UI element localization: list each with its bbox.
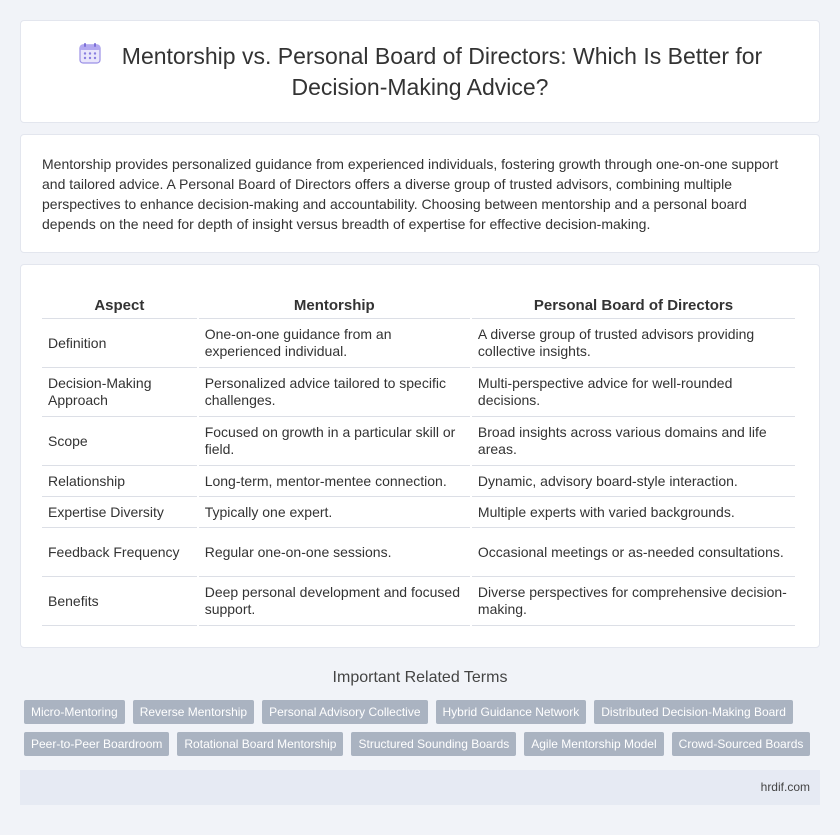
tag-peer-to-peer-boardroom[interactable]: Peer-to-Peer Boardroom (24, 732, 169, 756)
row-mentorship: Long-term, mentor-mentee connection. (199, 466, 470, 497)
tag-crowd-sourced-boards[interactable]: Crowd-Sourced Boards (672, 732, 811, 756)
related-terms-tags (24, 700, 824, 764)
row-mentorship: Focused on growth in a particular skill or field. (199, 417, 470, 466)
footer-site-link[interactable]: hrdif.com (760, 780, 810, 794)
table-row (42, 319, 795, 368)
tag-agile-mentorship-model[interactable]: Agile Mentorship Model (524, 732, 663, 756)
row-aspect: Definition (42, 319, 197, 368)
row-personal-board: Occasional meetings or as-needed consultations. (472, 528, 795, 577)
row-mentorship: Personalized advice tailored to specific challenges. (199, 368, 470, 417)
row-aspect: Scope (42, 417, 197, 466)
table-row (42, 417, 795, 466)
row-personal-board: A diverse group of trusted advisors providing collective insights. (472, 319, 795, 368)
row-aspect: Decision-Making Approach (42, 368, 197, 417)
table-row (42, 368, 795, 417)
tag-distributed-decision-making-board[interactable]: Distributed Decision-Making Board (594, 700, 793, 724)
tag-hybrid-guidance-network[interactable]: Hybrid Guidance Network (436, 700, 587, 724)
row-personal-board: Broad insights across various domains and life areas. (472, 417, 795, 466)
title-card (20, 20, 820, 123)
tag-personal-advisory-collective[interactable]: Personal Advisory Collective (262, 700, 427, 724)
row-mentorship: Typically one expert. (199, 497, 470, 528)
row-mentorship: Regular one-on-one sessions. (199, 528, 470, 577)
related-terms-heading: Important Related Terms (332, 669, 508, 686)
page-title-text: Mentorship vs. Personal Board of Directors: Which Is Better for Decision-Making Advice? (121, 42, 763, 100)
row-aspect: Feedback Frequency (42, 528, 197, 577)
tag-structured-sounding-boards[interactable]: Structured Sounding Boards (351, 732, 516, 756)
tag-reverse-mentorship[interactable]: Reverse Mentorship (133, 700, 254, 724)
footer (20, 770, 820, 805)
row-aspect: Relationship (42, 466, 197, 497)
column-header-mentorship: Mentorship (199, 293, 470, 319)
row-aspect: Expertise Diversity (42, 497, 197, 528)
title-wrap (21, 21, 819, 122)
row-personal-board: Dynamic, advisory board-style interaction. (472, 466, 795, 497)
row-personal-board: Multiple experts with varied backgrounds. (472, 497, 795, 528)
tag-row (24, 732, 824, 756)
row-personal-board: Diverse perspectives for comprehensive decision-making. (472, 577, 795, 626)
tag-row (24, 700, 824, 724)
calendar-icon (78, 41, 102, 65)
table-row (42, 577, 795, 626)
tag-rotational-board-mentorship[interactable]: Rotational Board Mentorship (177, 732, 343, 756)
comparison-table-card (20, 264, 820, 648)
row-mentorship: Deep personal development and focused support. (199, 577, 470, 626)
table-header-row (42, 293, 795, 319)
tag-micro-mentoring[interactable]: Micro-Mentoring (24, 700, 125, 724)
intro-paragraph: Mentorship provides personalized guidance from experienced individuals, fostering growth through one-on-one support and tailored advice. A Personal Board of Directors offers a diverse group of trusted advisors, combining multiple perspectives to enhance decision-making and accountability. Choosing between mentorship and a personal board depends on the need for depth of insight versus breadth of expertise for effective decision-making. (42, 156, 779, 232)
table-row (42, 497, 795, 528)
column-header-personal-board: Personal Board of Directors (472, 293, 795, 319)
table-row (42, 528, 795, 577)
page-title (61, 41, 779, 103)
intro-card (20, 134, 820, 253)
row-mentorship: One-on-one guidance from an experienced individual. (199, 319, 470, 368)
comparison-table (40, 293, 797, 626)
row-aspect: Benefits (42, 577, 197, 626)
column-header-aspect: Aspect (42, 293, 197, 319)
table-row (42, 466, 795, 497)
row-personal-board: Multi-perspective advice for well-rounded decisions. (472, 368, 795, 417)
